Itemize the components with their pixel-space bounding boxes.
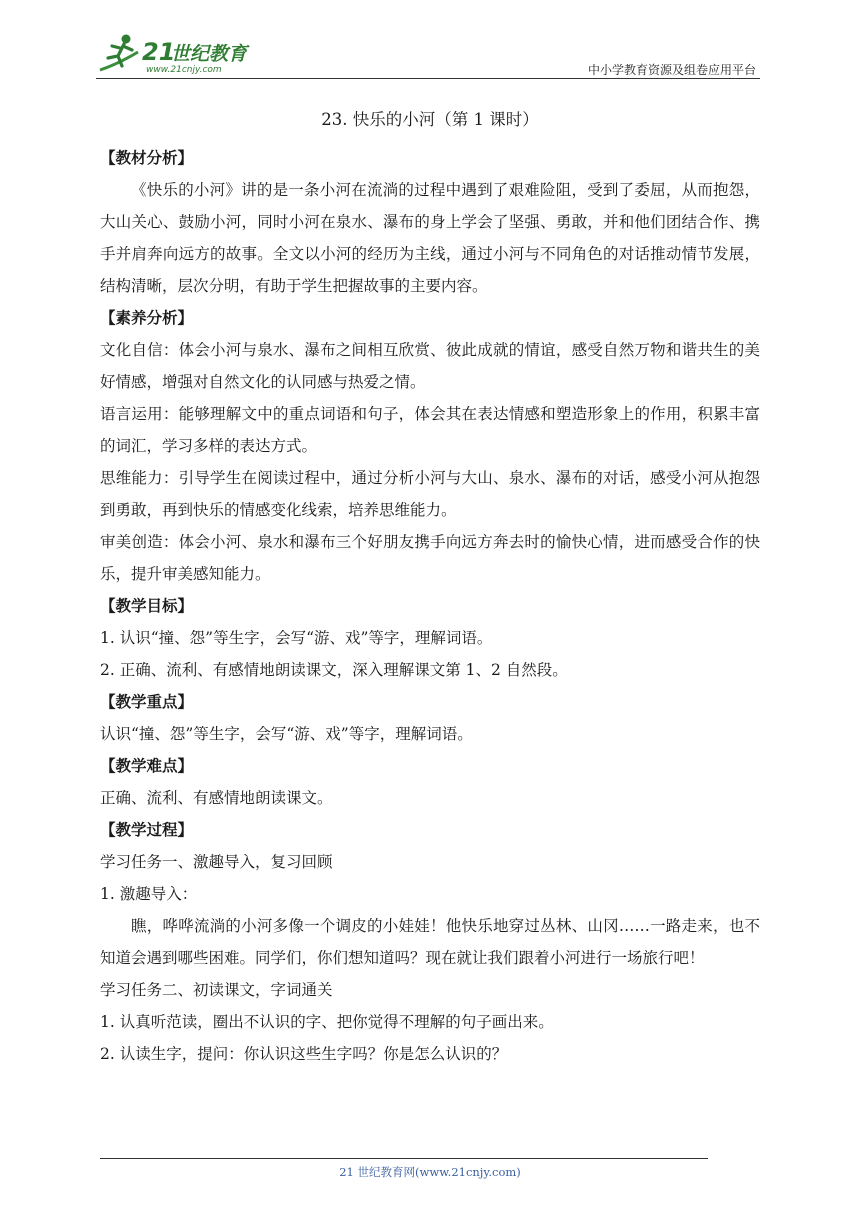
difficulty-heading: 【教学难点】 [100,756,194,775]
key-points-heading: 【教学重点】 [100,692,194,711]
header-divider [96,78,760,79]
key-points-text: 认识“撞、怨”等生字，会写“游、戏”等字，理解词语。 [100,725,473,743]
difficulty-text: 正确、流利、有感情地朗读课文。 [100,789,333,807]
task-one-title: 学习任务一、激趣导入，复习回顾 [100,853,333,871]
svg-text:21: 21 [142,38,176,66]
analysis-text: 《快乐的小河》讲的是一条小河在流淌的过程中遇到了艰难险阻，受到了委屈，从而抱怨，大山关心、鼓励小河，同时小河在泉水、瀑布的身上学会了坚强、勇敢，并和他们团结合作、携手并肩奔向远方的故事。全文以小河的经历为主线，通过小河与不同角色的对话推动情节发展，结构清晰，层次分明，有助于学生把握故事的主要内容。 [100,181,760,295]
task-one-step: 1. 激趣导入： [100,885,198,903]
runner-icon [100,35,138,71]
task-two-title: 学习任务二、初读课文，字词通关 [100,981,333,999]
goal-item: 1. 认识“撞、怨”等生字，会写“游、戏”等字，理解词语。 [100,629,493,647]
task-two-step: 2. 认读生字，提问：你认识这些生字吗？你是怎么认识的？ [100,1045,508,1063]
site-logo [96,30,266,76]
goals-heading: 【教学目标】 [100,596,194,615]
literacy-item: 审美创造：体会小河、泉水和瀑布三个好朋友携手向远方奔去时的愉快心情，进而感受合作的快乐，提升审美感知能力。 [100,533,760,583]
page-footer[interactable]: 21 世纪教育网(www.21cnjy.com) [339,1165,521,1179]
document-body [100,104,760,1070]
platform-label: 中小学教育资源及组卷应用平台 [587,63,756,77]
svg-text:www.21cnjy.com: www.21cnjy.com [146,65,222,75]
footer-divider [100,1158,708,1159]
literacy-item: 思维能力：引导学生在阅读过程中，通过分析小河与大山、泉水、瀑布的对话，感受小河从抱怨到勇敢，再到快乐的情感变化线索，培养思维能力。 [100,469,760,519]
literacy-item: 语言运用：能够理解文中的重点词语和句子，体会其在表达情感和塑造形象上的作用，积累丰富的词汇，学习多样的表达方式。 [100,405,760,455]
task-two-step: 1. 认真听范读，圈出不认识的字、把你觉得不理解的句子画出来。 [100,1013,554,1031]
goal-item: 2. 正确、流利、有感情地朗读课文，深入理解课文第 1、2 自然段。 [100,661,568,679]
analysis-heading: 【教材分析】 [100,148,194,167]
literacy-item: 文化自信：体会小河与泉水、瀑布之间相互欣赏、彼此成就的情谊，感受自然万物和谐共生的美好情感，增强对自然文化的认同感与热爱之情。 [100,341,760,391]
task-one-text: 瞧，哗哗流淌的小河多像一个调皮的小娃娃！他快乐地穿过丛林、山冈……一路走来，也不知道会遇到哪些困难。同学们，你们想知道吗？现在就让我们跟着小河进行一场旅行吧！ [100,917,760,967]
svg-text:世纪教育: 世纪教育 [171,43,248,65]
page-header [96,30,760,78]
literacy-heading: 【素养分析】 [100,308,194,327]
page-title: 23. 快乐的小河（第 1 课时） [321,110,539,129]
process-heading: 【教学过程】 [100,820,194,839]
